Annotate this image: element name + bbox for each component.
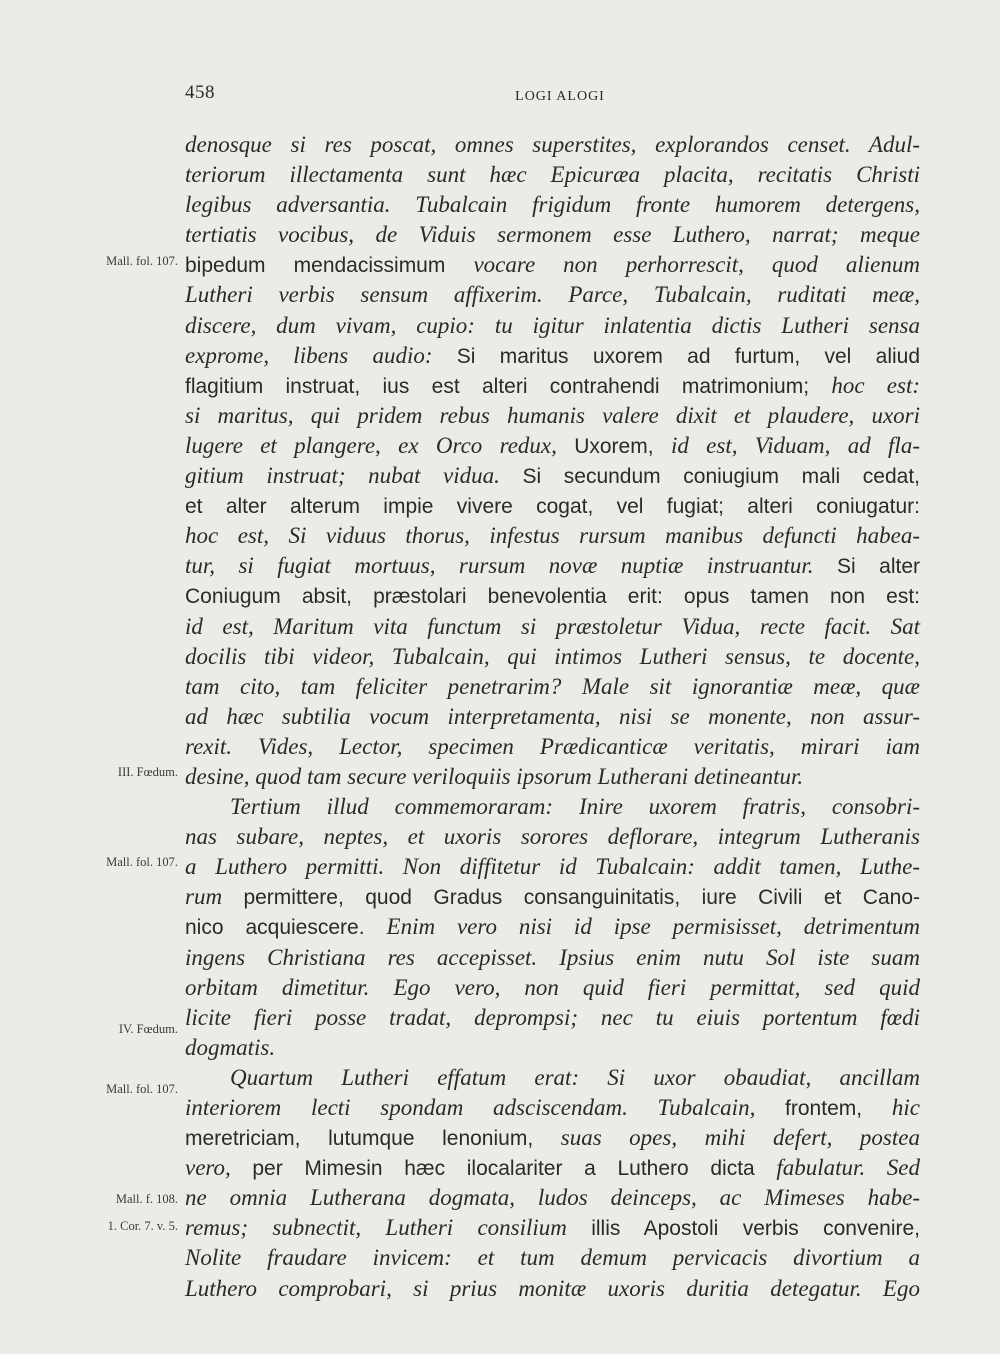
text-segment: rum	[185, 884, 244, 910]
text-line	[185, 401, 920, 431]
text-segment: nas subare, neptes, et uxoris sorores deflorare, integrum Lutheranis	[185, 824, 920, 850]
text-segment: tur, si fugiat mortuus, rursum novæ nuptiæ instruantur.	[185, 553, 837, 579]
body-text	[185, 130, 920, 1304]
text-segment: tertiatis vocibus, de Viduis sermonem esse Luthero, narrat; meque	[185, 222, 920, 248]
text-line	[185, 1274, 920, 1304]
text-segment: Coniugum absit, præstolari benevolentia erit: opus tamen non est:	[185, 585, 920, 609]
text-line	[185, 612, 920, 642]
text-segment: gitium instruat; nubat vidua.	[185, 463, 523, 489]
text-line	[185, 250, 920, 280]
text-segment: docilis tibi videor, Tubalcain, qui intimos Lutheri sensus, te docente,	[185, 643, 920, 669]
text-segment: Enim vero nisi id ipse permisisset, detrimentum	[386, 914, 920, 940]
text-segment: interiorem lecti spondam adsciscendam. Tubalcain,	[185, 1095, 786, 1120]
text-line	[185, 943, 920, 973]
text-segment: flagitium instruat, ius est alteri contrahendi matrimonium;	[185, 374, 832, 398]
text-segment: hoc est, Si viduus thorus, infestus rursum manibus defuncti habea-	[185, 523, 920, 549]
text-segment: Si alter	[836, 555, 921, 579]
text-segment: Si maritus uxorem ad furtum, vel aliud	[456, 344, 921, 368]
text-line	[185, 973, 920, 1003]
text-segment: suas opes, mihi defert, postea	[560, 1125, 920, 1151]
text-line	[185, 280, 920, 310]
text-line	[185, 581, 920, 611]
text-line	[185, 1033, 920, 1063]
running-head: LOGI ALOGI	[515, 89, 605, 104]
text-line	[185, 220, 920, 250]
margin-notes	[0, 0, 182, 1354]
text-line	[185, 1123, 920, 1153]
text-line	[185, 130, 920, 160]
text-segment: fabulatur. Sed	[776, 1155, 921, 1181]
text-segment: id est, Maritum vita functum si præstoletur Vidua, recte facit. Sat	[185, 613, 920, 639]
text-segment: hoc est:	[831, 372, 920, 398]
text-segment: bipedum mendacissimum	[185, 254, 474, 278]
text-segment: remus; subnectit, Lutheri consilium	[185, 1215, 592, 1241]
margin-note: Mall. f. 108.	[115, 1192, 178, 1206]
text-line	[185, 431, 920, 461]
text-line	[185, 822, 920, 852]
text-segment: vocare non perhorrescit, quod alienum	[473, 252, 920, 278]
text-segment: illis Apostoli verbis convenire,	[591, 1217, 921, 1241]
text-segment: permittere, quod Gradus consanguinitatis, iure Civili et Cano-	[243, 886, 921, 910]
text-segment: rexit. Vides, Lector, specimen Prædicanticæ veritatis, mirari iam	[185, 733, 920, 759]
text-line	[185, 311, 920, 341]
text-line	[185, 1003, 920, 1033]
text-segment: ingens Christiana res accepisset. Ipsius enim nutu Sol iste suam	[185, 944, 920, 970]
text-segment: Quartum Lutheri effatum erat: Si uxor obaudiat, ancillam	[230, 1064, 920, 1090]
text-line	[185, 702, 920, 732]
text-line	[185, 341, 920, 371]
text-segment: dogmatis.	[185, 1034, 276, 1060]
text-segment: denosque si res poscat, omnes superstites, explorandos censet. Adul-	[185, 132, 920, 157]
text-line	[185, 1183, 920, 1213]
text-segment: ad hæc subtilia vocum interpretamenta, nisi se monente, non assur-	[185, 703, 920, 729]
text-line	[185, 551, 920, 581]
text-line	[185, 491, 920, 521]
text-line	[185, 1213, 920, 1243]
margin-note: IV. Fœdum.	[118, 1022, 178, 1036]
text-line	[185, 1093, 920, 1123]
text-line	[185, 1243, 920, 1273]
text-segment: a Luthero permitti. Non diffitetur id Tubalcain: addit tamen, Luthe-	[185, 854, 920, 880]
text-segment: licite fieri posse tradat, deprompsi; nec tu eiuis portentum fœdi	[185, 1004, 920, 1030]
text-line	[185, 792, 920, 822]
text-segment: nico acquiescere.	[185, 916, 387, 940]
margin-note: Mall. fol. 107.	[106, 855, 178, 869]
text-segment: per Mimesin hæc ilocalariter a Luthero dicta	[252, 1157, 777, 1181]
text-line	[185, 732, 920, 762]
text-segment: teriorum illectamenta sunt hæc Epicuræa placita, recitatis Christi	[185, 162, 920, 188]
margin-note: Mall. fol. 107.	[106, 1082, 178, 1096]
text-line	[185, 912, 920, 942]
text-line	[185, 1153, 920, 1183]
text-segment: lugere et plangere, ex Orco redux,	[185, 432, 575, 458]
text-line	[185, 762, 920, 792]
text-line	[185, 160, 920, 190]
text-line	[185, 642, 920, 672]
text-line	[185, 882, 920, 912]
text-line	[185, 1063, 920, 1093]
text-segment: ne omnia Lutherana dogmata, ludos deinceps, ac Mimeses habe-	[185, 1185, 920, 1211]
text-segment: legibus adversantia. Tubalcain frigidum fronte humorem detergens,	[185, 192, 920, 218]
text-segment: meretriciam, lutumque lenonium,	[185, 1127, 561, 1151]
margin-note: 1. Cor. 7. v. 5.	[107, 1219, 178, 1233]
page-number: 458	[185, 82, 215, 103]
text-segment: frontem,	[785, 1097, 892, 1120]
text-line	[185, 371, 920, 401]
text-segment: desine, quod tam secure veriloquiis ipsorum Lutherani detineantur.	[185, 763, 804, 789]
text-line	[185, 461, 920, 491]
text-segment: discere, dum vivam, cupio: tu igitur inlatentia dictis Lutheri sensa	[185, 312, 920, 338]
text-segment: Tertium illud commemoraram: Inire uxorem fratris, consobri-	[230, 794, 920, 820]
text-segment: Lutheri verbis sensum affixerim. Parce, Tubalcain, ruditati meæ,	[185, 282, 920, 308]
text-segment: vero,	[185, 1155, 253, 1181]
text-segment: Uxorem,	[574, 434, 671, 458]
text-segment: et alter alterum impie vivere cogat, vel fugiat; alteri coniugatur:	[185, 495, 920, 519]
margin-note: Mall. fol. 107.	[106, 254, 178, 268]
text-segment: Si secundum coniugium mali cedat,	[522, 465, 920, 489]
margin-note: III. Fœdum.	[117, 765, 178, 779]
text-segment: orbitam dimetitur. Ego vero, non quid fieri permittat, sed quid	[185, 974, 920, 1000]
text-segment: exprome, libens audio:	[185, 342, 457, 368]
text-segment: tam cito, tam feliciter penetrarim? Male sit ignorantiæ meæ, quæ	[185, 673, 920, 699]
text-segment: id est, Viduam, ad fla-	[670, 432, 920, 458]
text-line	[185, 190, 920, 220]
text-segment: Luthero comprobari, si prius monitæ uxoris duritia detegatur. Ego	[185, 1275, 920, 1301]
text-line	[185, 852, 920, 882]
text-line	[185, 521, 920, 551]
text-segment: Nolite fraudare invicem: et tum demum pervicacis divortium a	[185, 1245, 920, 1271]
text-segment: hic	[891, 1095, 920, 1120]
text-line	[185, 672, 920, 702]
text-segment: si maritus, qui pridem rebus humanis valere dixit et plaudere, uxori	[185, 402, 920, 428]
